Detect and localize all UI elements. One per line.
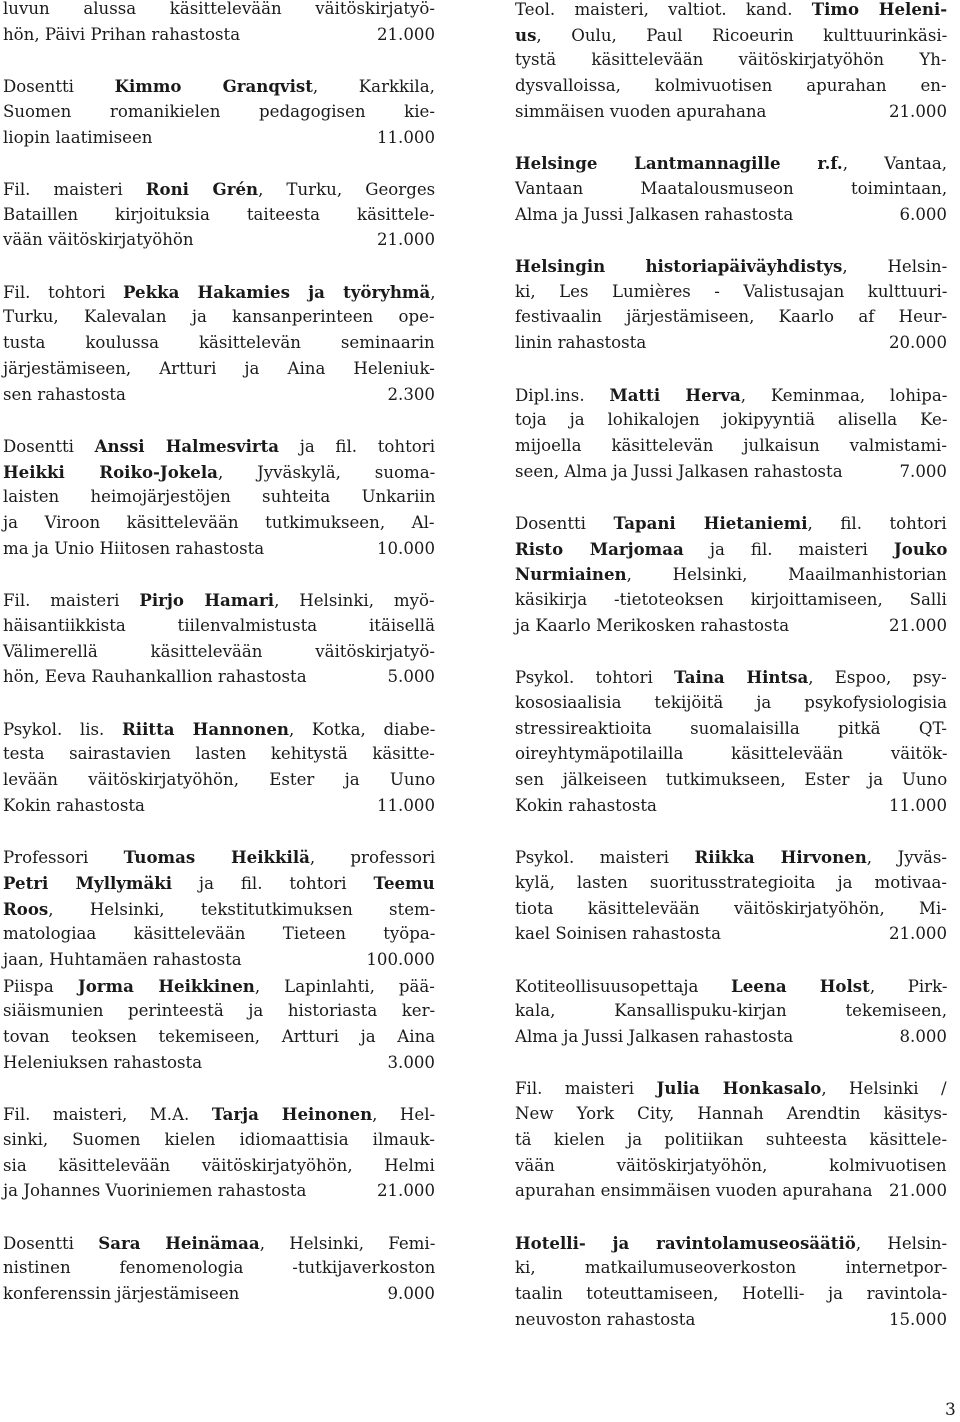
grant-amount: 6.000	[899, 204, 947, 224]
recipient-name: Timo Heleni-	[811, 0, 948, 19]
grant-text-line: Helsinge Lantmannagille r.f., Vantaa,	[515, 153, 948, 174]
recipient-name: Pirjo Hamari	[139, 590, 275, 611]
grant-text-line: Fil. maisteri Pirjo Hamari, Helsinki, myö-	[3, 590, 435, 611]
recipient-name: Nurmiainen	[515, 564, 627, 585]
grant-text-line: oireyhtymäpotilailla käsittelevään väitök-	[515, 744, 948, 764]
grant-text-line: Petri Myllymäki ja fil. tohtori Teemu	[3, 872, 435, 893]
grant-text-line: siäismunien perinteestä ja historiasta ker-	[3, 1001, 436, 1021]
grant-text-line: Kokin rahastosta	[515, 795, 657, 815]
grant-text-line: Psykol. maisteri Riikka Hirvonen, Jyväs-	[515, 847, 947, 868]
recipient-name: us	[515, 24, 537, 45]
recipient-name: Roni Grén	[145, 178, 259, 199]
grant-text-line: kososiaalisia tekijöitä ja psykofysiologisia	[515, 692, 948, 712]
grant-text-line: Fil. maisteri Julia Honkasalo, Helsinki /	[515, 1078, 947, 1099]
grant-text-line: Dosentti Sara Heinämaa, Helsinki, Femi-	[3, 1232, 436, 1253]
recipient-name: Roos	[3, 898, 49, 919]
recipient-name: Helsingin historiapäiväyhdistys	[515, 256, 843, 276]
grant-text-line: Välimerellä käsittelevään väitöskirjatyö-	[3, 641, 435, 661]
grant-text-line: Dosentti Kimmo Granqvist, Karkkila,	[3, 76, 435, 97]
grant-text-line: Heikki Roiko-Jokela, Jyväskylä, suoma-	[3, 461, 436, 482]
grant-amount: 21.000	[376, 1181, 435, 1201]
grant-text-line: Turku, Kalevalan ja kansanperinteen ope-	[3, 307, 435, 327]
grant-text-line: Kotiteollisuusopettaja Leena Holst, Pirk-	[515, 975, 948, 996]
grant-amount: 11.000	[888, 795, 947, 815]
grant-text-line: Vantaan Maatalousmuseon toimintaan,	[515, 178, 948, 198]
page-number: 3	[945, 1400, 956, 1420]
grant-text-line: linin rahastosta	[515, 333, 647, 353]
grant-text-line: Professori Tuomas Heikkilä, professori	[3, 847, 436, 868]
grant-text-line: Nurmiainen, Helsinki, Maailmanhistorian	[515, 564, 947, 585]
grant-text-line: nistinen fenomenologia -tutkijaverkoston	[3, 1258, 436, 1278]
grant-text-line: Suomen romanikielen pedagogisen kie-	[3, 101, 435, 121]
grant-text-line: Fil. maisteri, M.A. Tarja Heinonen, Hel-	[3, 1104, 436, 1125]
grant-text-line: simmäisen vuoden apurahana	[515, 101, 767, 121]
grant-text-line: tiota käsittelevään väitöskirjatyöhön, Mi-	[515, 898, 947, 918]
grant-text-line: Dipl.ins. Matti Herva, Keminmaa, lohipa-	[515, 384, 948, 405]
grant-text-line: kylä, lasten suoritusstrategioita ja motivaa-	[515, 872, 947, 892]
grant-text-line: tä kielen ja politiikan suhteesta käsittele-	[515, 1129, 948, 1149]
grant-text-line: dysvalloissa, kolmivuotisen apurahan en-	[515, 76, 947, 96]
grant-text-line: mijoella käsittelevän julkaisun valmistami-	[515, 435, 947, 455]
grant-text-line: tovan teoksen tekemiseen, Artturi ja Aina	[3, 1027, 436, 1046]
recipient-name: Hotelli- ja ravintolamuseosäätiö	[515, 1232, 856, 1253]
recipient-name: Riikka Hirvonen	[694, 847, 867, 868]
grant-amount: 21.000	[888, 1181, 947, 1201]
grant-text-line: matologiaa käsittelevään Tieteen työpa-	[3, 924, 436, 944]
recipient-name: Risto Marjomaa	[515, 538, 684, 559]
recipient-name: Leena Holst	[731, 975, 870, 996]
grant-text-line: us, Oulu, Paul Ricoeurin kulttuurinkäsi-	[515, 24, 948, 45]
grant-text-line: Alma ja Jussi Jalkasen rahastosta	[515, 1027, 794, 1046]
recipient-name: Matti Herva	[609, 384, 741, 405]
grant-text-line: järjestämiseen, Artturi ja Aina Heleniuk-	[3, 358, 435, 378]
recipient-name: Anssi Halmesvirta	[94, 435, 280, 456]
grant-amount: 5.000	[387, 667, 435, 687]
recipient-name: Pekka Hakamies ja työryhmä	[123, 281, 431, 302]
grant-text-line: Fil. maisteri Roni Grén, Turku, Georges	[3, 178, 436, 199]
grant-text-line: hön, Päivi Prihan rahastosta	[3, 24, 241, 44]
recipient-name: Jouko	[893, 538, 948, 559]
grant-amount: 11.000	[376, 127, 435, 147]
grant-text-line: ki, Les Lumières - Valistusajan kulttuuri-	[515, 281, 948, 301]
recipient-name: Heikki Roiko-Jokela	[3, 461, 218, 482]
grant-text-line: tusta koulussa käsittelevän seminaarin	[3, 333, 435, 353]
grant-text-line: ja Kaarlo Merikosken rahastosta	[515, 615, 790, 635]
recipient-name: Kimmo Granqvist	[114, 76, 313, 97]
grant-text-line: laisten heimojärjestöjen suhteita Unkariin	[3, 487, 436, 507]
grant-text-line: sen rahastosta	[3, 384, 126, 404]
recipient-name: Riitta Hannonen	[122, 718, 289, 739]
grant-text-line: kael Soinisen rahastosta	[515, 924, 721, 944]
grant-text-line: jaan, Huhtamäen rahastosta	[3, 949, 242, 969]
grant-amount: 21.000	[376, 24, 435, 44]
grant-text-line: seen, Alma ja Jussi Jalkasen rahastosta	[515, 461, 843, 481]
grant-text-line: toja ja lohikalojen jokipyyntiä alisella Ke-	[515, 410, 948, 430]
grant-text-line: konferenssin järjestämiseen	[3, 1284, 240, 1303]
grant-text-line: Fil. tohtori Pekka Hakamies ja työryhmä,	[3, 281, 436, 302]
grant-text-line: sinki, Suomen kielen idiomaattisia ilmauk-	[3, 1129, 435, 1149]
grant-text-line: Roos, Helsinki, tekstitutkimuksen stem-	[3, 898, 436, 919]
grant-text-line: Alma ja Jussi Jalkasen rahastosta	[515, 204, 794, 224]
recipient-name: Helsinge Lantmannagille r.f.	[515, 153, 843, 174]
grant-amount: 21.000	[888, 924, 947, 944]
grant-text-line: Piispa Jorma Heikkinen, Lapinlahti, pää-	[3, 975, 435, 996]
grant-text-line: vään väitöskirjatyöhön	[3, 230, 194, 250]
grant-amount: 7.000	[899, 461, 947, 481]
grant-text-line: Dosentti Anssi Halmesvirta ja fil. tohtori	[3, 435, 436, 456]
grant-text-line: Risto Marjomaa ja fil. maisteri Jouko	[515, 538, 948, 559]
grant-text-line: vään väitöskirjatyöhön, kolmivuotisen	[515, 1155, 947, 1175]
grant-amount: 3.000	[387, 1052, 435, 1072]
grant-text-line: ja Viroon käsittelevään tutkimukseen, Al-	[3, 513, 435, 532]
grant-text-line: Psykol. tohtori Taina Hintsa, Espoo, psy-	[515, 667, 947, 688]
grant-text-line: ki, matkailumuseoverkoston internetpor-	[515, 1258, 948, 1278]
grant-text-line: levään väitöskirjatyöhön, Ester ja Uuno	[3, 770, 436, 789]
grant-text-line: sen jälkeiseen tutkimukseen, Ester ja Uuno	[515, 770, 948, 789]
recipient-name: Tapani Hietaniemi	[613, 513, 808, 533]
grant-text-line: kala, Kansallispuku-kirjan tekemiseen,	[515, 1001, 947, 1021]
recipient-name: Sara Heinämaa	[98, 1232, 260, 1253]
recipient-name: Tarja Heinonen	[211, 1104, 373, 1125]
grant-text-line: liopin laatimiseen	[3, 127, 153, 147]
grant-amount: 15.000	[888, 1309, 947, 1329]
grant-text-line: ja Johannes Vuoriniemen rahastosta	[3, 1181, 307, 1201]
grant-text-line: Heleniuksen rahastosta	[3, 1052, 203, 1072]
grant-amount: 20.000	[888, 333, 947, 353]
recipient-name: Jorma Heikkinen	[77, 975, 255, 996]
grant-amount: 8.000	[899, 1027, 947, 1046]
grant-text-line: hön, Eeva Rauhankallion rahastosta	[3, 667, 307, 687]
recipient-name: Teemu	[373, 872, 435, 893]
grant-amount: 11.000	[376, 795, 435, 815]
grant-amount: 100.000	[366, 949, 435, 969]
grant-text-line: Bataillen kirjoituksia taiteesta käsittele-	[3, 204, 435, 224]
grant-text-line: sia käsittelevään väitöskirjatyöhön, Helmi	[3, 1155, 435, 1175]
grant-amount: 21.000	[888, 615, 947, 635]
grant-amount: 2.300	[387, 384, 435, 404]
recipient-name: Petri Myllymäki	[3, 872, 173, 893]
grant-amount: 21.000	[376, 230, 435, 250]
grant-text-line: testa sairastavien lasten kehitystä käsitte-	[3, 744, 435, 764]
grant-text-line: käsikirja -tietoteoksen kirjoittamiseen, Salli	[515, 590, 947, 610]
grant-text-line: New York City, Hannah Arendtin käsitys-	[515, 1104, 948, 1124]
grant-text-line: ma ja Unio Hiitosen rahastosta	[3, 538, 265, 558]
grant-text-line: festivaalin järjestämiseen, Kaarlo af Heur-	[515, 307, 948, 327]
grant-text-line: tystä käsittelevään väitöskirjatyöhön Yh-	[515, 50, 947, 70]
grant-text-line: stressireaktioita suomalaisilla pitkä QT-	[515, 718, 947, 738]
grant-text-line: Psykol. lis. Riitta Hannonen, Kotka, diabe-	[3, 718, 436, 739]
grant-text-line: Dosentti Tapani Hietaniemi, fil. tohtori	[515, 513, 947, 533]
recipient-name: Julia Honkasalo	[656, 1078, 822, 1099]
grant-text-line: luvun alussa käsittelevään väitöskirjatyö-	[3, 0, 436, 18]
grant-amount: 10.000	[376, 538, 435, 558]
recipient-name: Tuomas Heikkilä	[123, 847, 310, 868]
grant-text-line: neuvoston rahastosta	[515, 1309, 696, 1329]
recipient-name: Taina Hintsa	[674, 667, 809, 688]
grant-text-line: Helsingin historiapäiväyhdistys, Helsin-	[515, 256, 948, 276]
grant-text-line: Teol. maisteri, valtiot. kand. Timo Heleni-	[515, 0, 948, 19]
grant-amount: 9.000	[387, 1284, 435, 1303]
grant-text-line: Hotelli- ja ravintolamuseosäätiö, Helsin-	[515, 1232, 948, 1253]
grant-text-line: apurahan ensimmäisen vuoden apurahana	[515, 1181, 873, 1201]
grant-text-line: häisantiikkista tiilenvalmistusta itäisellä	[3, 615, 435, 635]
grant-text-line: Kokin rahastosta	[3, 795, 145, 815]
grant-text-line: taalin toteuttamiseen, Hotelli- ja ravintola-	[515, 1284, 948, 1303]
grant-amount: 21.000	[888, 101, 947, 121]
